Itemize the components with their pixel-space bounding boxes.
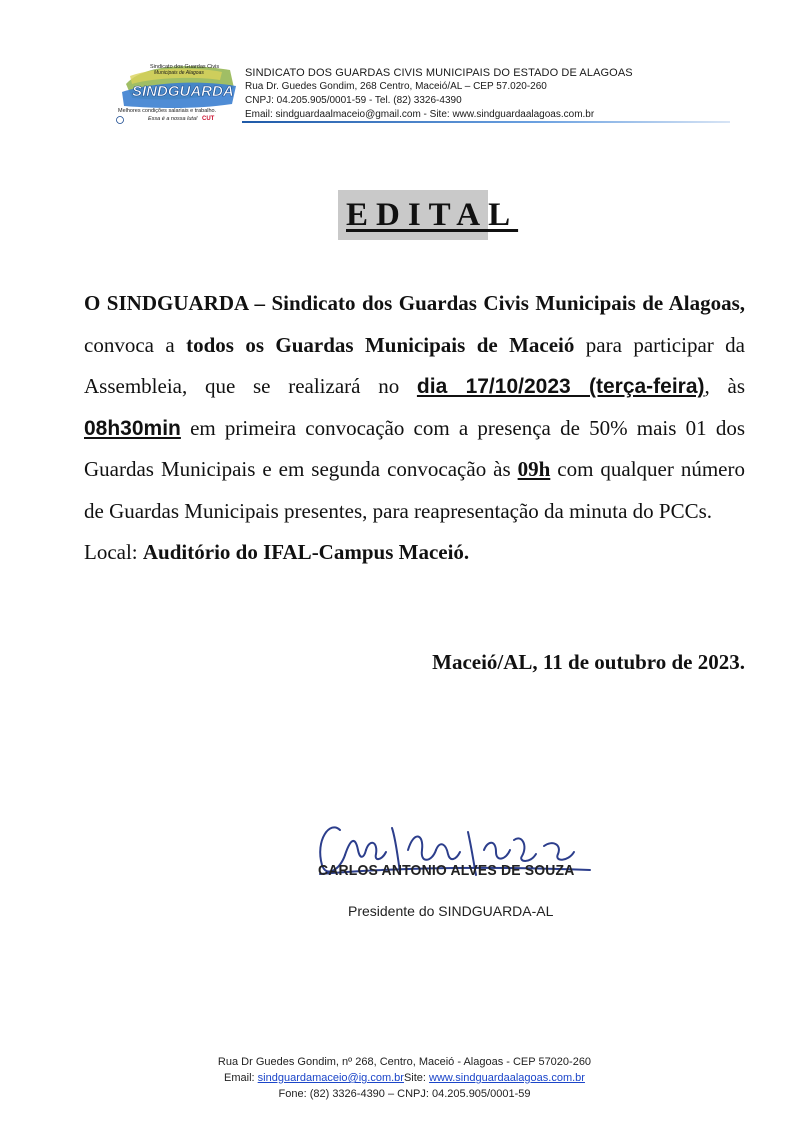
logo-text-brand: SINDGUARDA xyxy=(132,83,234,100)
handwritten-signature xyxy=(300,810,600,900)
sindguarda-logo-icon xyxy=(112,58,244,126)
footer xyxy=(0,1054,809,1102)
letterhead-text xyxy=(245,66,633,122)
letterhead-title: SINDICATO DOS GUARDAS CIVIS MUNICIPAIS DO ESTADO DE ALAGOAS xyxy=(245,67,633,79)
letterhead-address: Rua Dr. Guedes Gondim, 268 Centro, Maceió/AL – CEP 57.020-260 xyxy=(245,81,547,92)
footer-site-link[interactable]: www.sindguardaalagoas.com.br xyxy=(429,1072,585,1084)
letterhead-rule xyxy=(242,121,730,123)
logo-text-line-4: Melhores condições salariais e trabalho. xyxy=(118,108,217,114)
document-body xyxy=(84,283,745,574)
footer-email-link[interactable]: sindguardamaceio@ig.com.br xyxy=(257,1072,404,1084)
logo-text-line-1: Sindicato dos Guardas Civis xyxy=(150,64,220,70)
footer-phone: Fone: (82) 3326-4390 – CNPJ: 04.205.905/0001-59 xyxy=(278,1088,531,1100)
location-line xyxy=(84,532,745,574)
location-value: Auditório do IFAL-Campus Maceió. xyxy=(142,540,470,564)
date-line: Maceió/AL, 11 de outubro de 2023. xyxy=(432,650,745,674)
logo-text-line-5: Essa é a nossa luta! xyxy=(148,116,198,122)
org-name: O SINDGUARDA – Sindicato dos Guardas Civis Municipais de Alagoas, xyxy=(84,291,745,315)
footer-site-label: Site: xyxy=(403,1072,430,1084)
cut-logo-text: CUT xyxy=(202,116,215,122)
document-title-box xyxy=(338,190,519,240)
second-call-time: 09h xyxy=(517,457,551,481)
assembly-date: dia 17/10/2023 (terça-feira) xyxy=(416,375,705,398)
main-paragraph xyxy=(84,283,745,532)
footer-address: Rua Dr Guedes Gondim, nº 268, Centro, Maceió - Alagoas - CEP 57020-260 xyxy=(217,1056,592,1068)
text-end: com qualquer número de Guardas Municipais presentes, para reapresentação da minuta do PCCs. xyxy=(84,457,745,523)
document-title: EDITAL xyxy=(346,197,519,233)
text-para: para participar da Assembleia, que se realizará no xyxy=(84,332,745,398)
letterhead xyxy=(112,58,633,128)
text-as: , às xyxy=(704,374,745,398)
text-convoca: convoca a xyxy=(84,332,187,357)
signatory-role: Presidente do SINDGUARDA-AL xyxy=(348,903,554,919)
first-call-time: 08h30min xyxy=(84,416,181,440)
text-todos: todos os Guardas Municipais de Maceió xyxy=(186,332,575,357)
signatory-name: CARLOS ANTONIO ALVES DE SOUZA xyxy=(318,862,575,879)
letterhead-cnpj: CNPJ: 04.205.905/0001-59 - Tel. (82) 3326-4390 xyxy=(245,95,462,106)
text-mid: em primeira convocação com a presença de 50% mais 01 dos Guardas Municipais e em segunda convocação às xyxy=(84,415,745,481)
logo-text-line-2: Municipais de Alagoas xyxy=(154,70,204,76)
location-label: Local: xyxy=(84,540,143,564)
footer-email-label: Email: xyxy=(224,1072,258,1084)
footer-contact xyxy=(0,1070,809,1086)
letterhead-email-site: Email: sindguardaalmaceio@gmail.com - Site: www.sindguardaalagoas.com.br xyxy=(245,109,595,120)
